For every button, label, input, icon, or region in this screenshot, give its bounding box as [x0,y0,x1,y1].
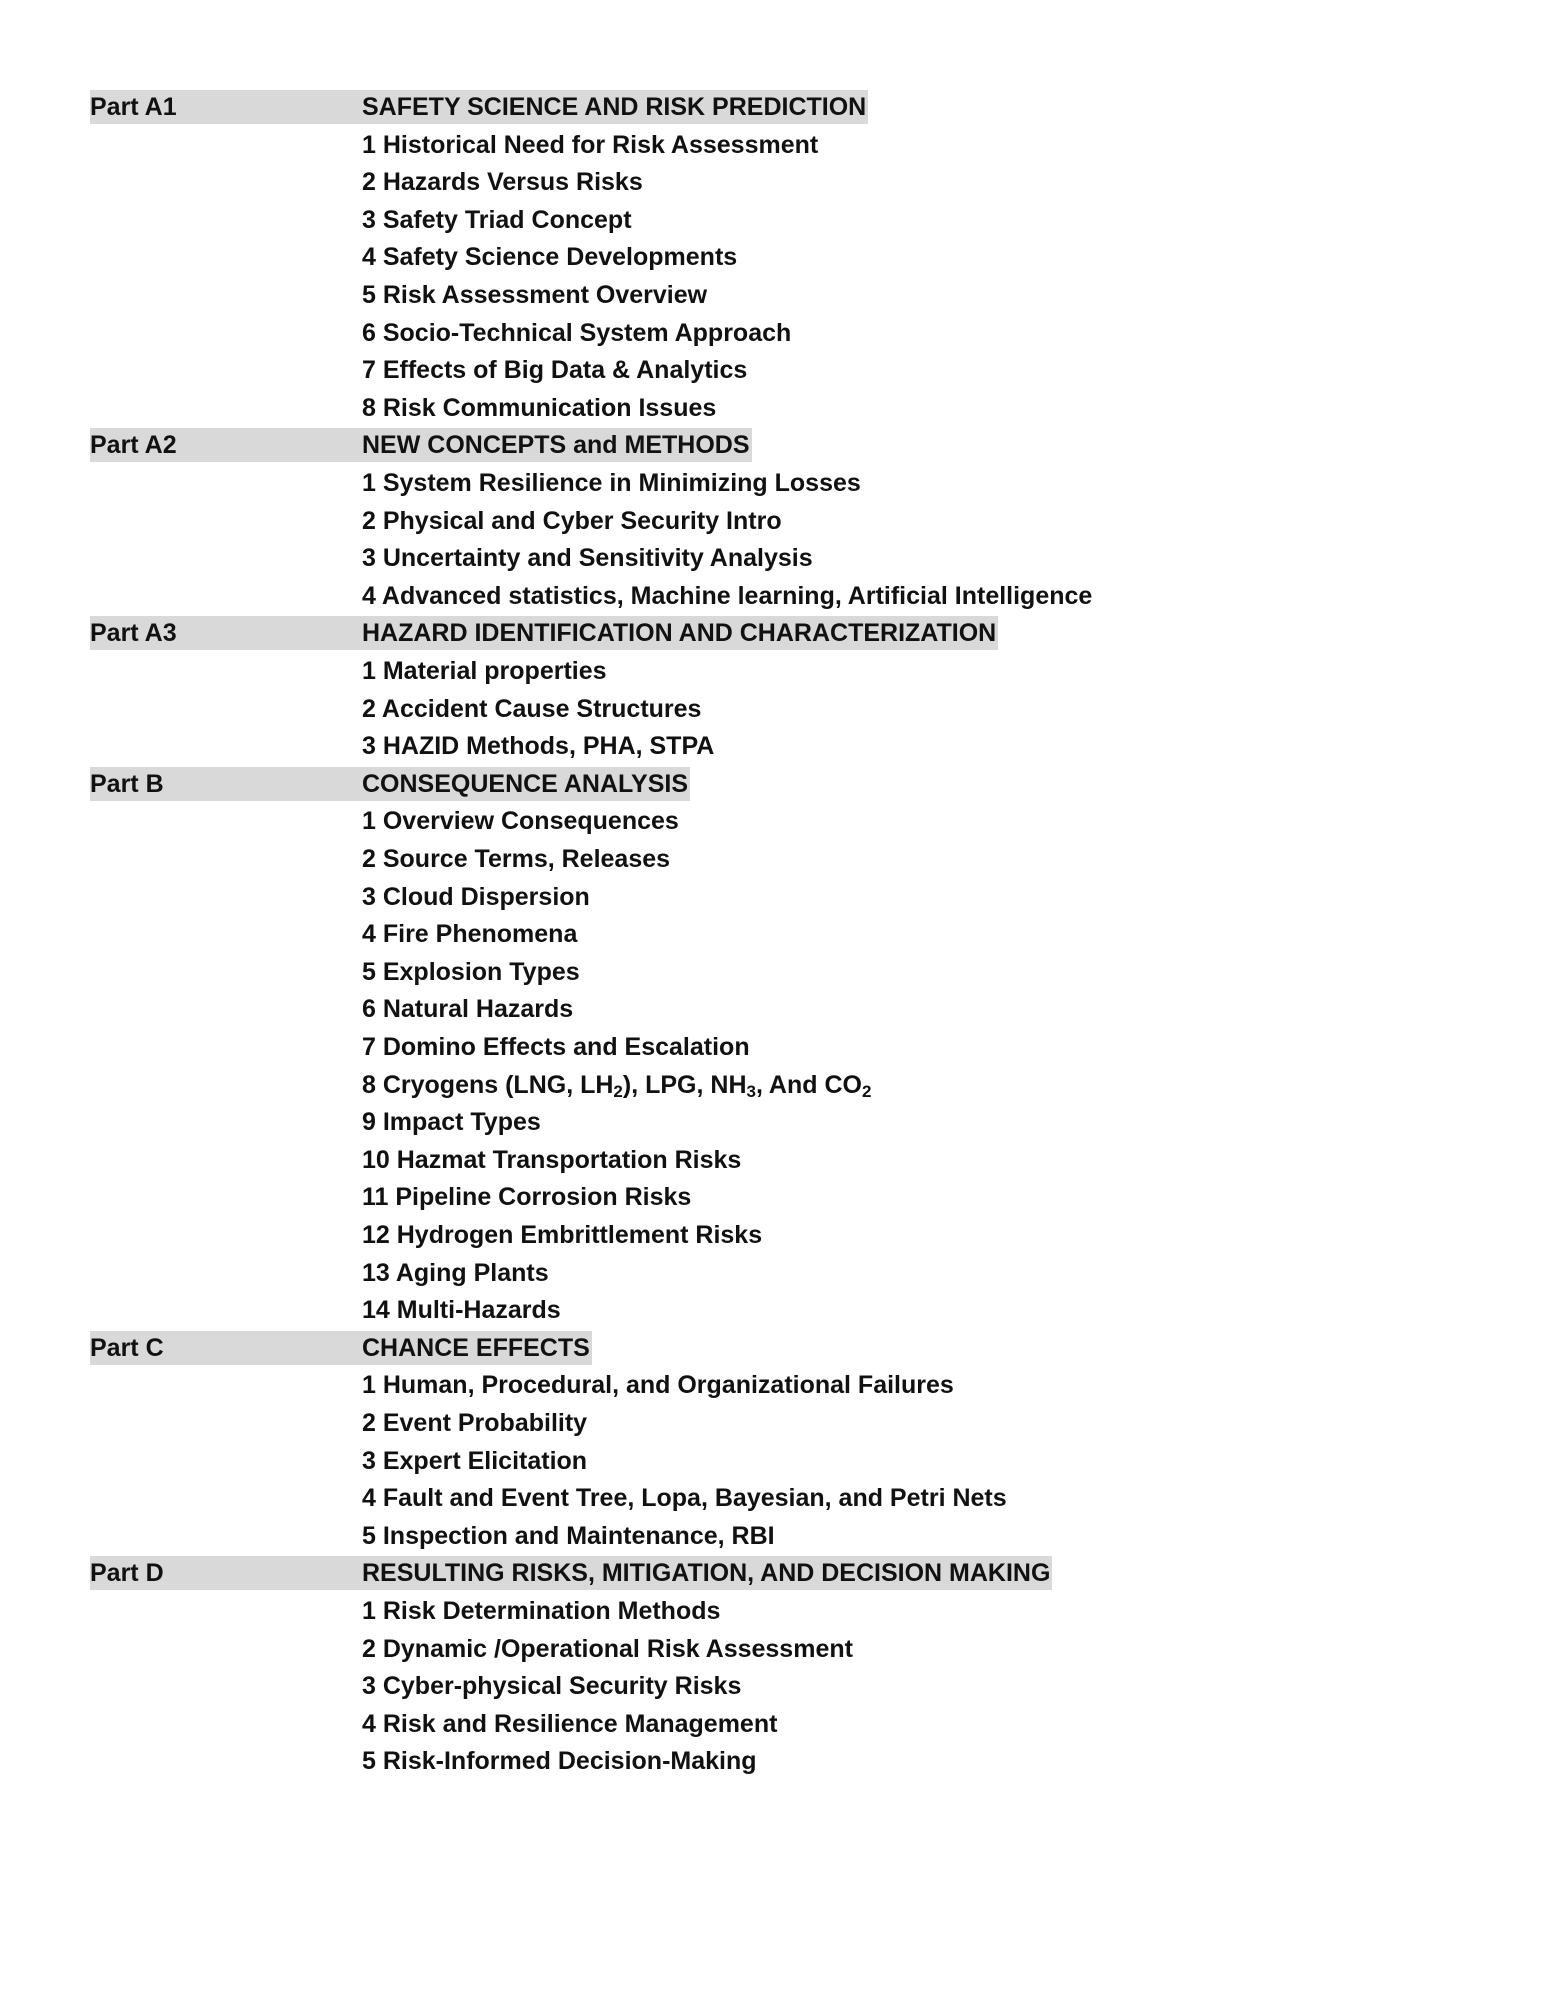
list-item [0,842,1545,878]
list-item [0,992,1545,1028]
list-item-text: 7 Effects of Big Data & Analytics [362,356,748,385]
list-item [0,278,1545,314]
list-item-text: 1 Overview Consequences [362,807,679,836]
list-item [0,466,1545,502]
list-item [0,353,1545,389]
list-item-text: 3 Safety Triad Concept [362,205,632,234]
list-item-text: 6 Natural Hazards [362,995,574,1024]
list-item-text: 1 System Resilience in Minimizing Losses [362,469,861,497]
section-heading: CHANCE EFFECTS [362,1331,592,1365]
list-item [0,1293,1545,1329]
list-item-text: 4 Fault and Event Tree, Lopa, Bayesian, and Petri Nets [362,1484,1007,1513]
list-item [0,917,1545,953]
list-item [0,654,1545,690]
list-item-text: 4 Safety Science Developments [362,243,738,272]
list-item [0,1180,1545,1216]
list-item [0,1632,1545,1668]
list-item-text: 4 Fire Phenomena [362,920,578,949]
list-item-text: 2 Event Probability [362,1409,588,1437]
list-item [0,1406,1545,1442]
section-heading: SAFETY SCIENCE AND RISK PREDICTION [362,90,868,124]
list-item [0,1594,1545,1630]
list-item-text: 14 Multi-Hazards [362,1296,561,1325]
list-item-text: 3 Expert Elicitation [362,1446,588,1475]
section-heading: RESULTING RISKS, MITIGATION, AND DECISION MAKING [362,1556,1052,1590]
list-item-text: 6 Socio-Technical System Approach [362,318,792,347]
section-header-row [0,428,1545,464]
list-item [0,692,1545,728]
list-item-text: 4 Risk and Resilience Management [362,1709,778,1738]
list-item [0,1368,1545,1404]
list-item [0,1481,1545,1517]
list-item [0,1105,1545,1141]
list-item-text: 5 Risk Assessment Overview [362,281,708,309]
list-item-text: 2 Dynamic /Operational Risk Assessment [362,1634,853,1663]
section-header-row [0,616,1545,652]
list-item [0,165,1545,201]
list-item [0,203,1545,239]
list-item [0,804,1545,840]
list-item-text: 8 Cryogens (LNG, $LH_2$), LPG, $NH_3$, And $CO_2$ [362,1070,872,1101]
list-item [0,1744,1545,1780]
list-item [0,1030,1545,1066]
list-item [0,391,1545,427]
list-item-text: 2 Physical and Cyber Security Intro [362,506,782,535]
list-item [0,504,1545,540]
list-item [0,1444,1545,1480]
list-item [0,1669,1545,1705]
part-label: Part D [90,1559,164,1588]
section-header-row [0,90,1545,126]
part-label: Part A1 [90,93,177,121]
part-label: Part C [90,1333,164,1362]
list-item-text: 1 Risk Determination Methods [362,1597,721,1625]
list-item-text: 3 HAZID Methods, PHA, STPA [362,732,715,761]
section-header-row [0,767,1545,803]
list-item-text: 5 Explosion Types [362,957,580,986]
part-label: Part B [90,769,164,798]
list-item-text: 3 Uncertainty and Sensitivity Analysis [362,544,813,573]
list-item-text: 8 Risk Communication Issues [362,393,717,422]
part-label: Part A3 [90,619,177,648]
section-header-row [0,1556,1545,1592]
list-item-text: 9 Impact Types [362,1108,541,1137]
list-item [0,1218,1545,1254]
list-item [0,1519,1545,1555]
list-item [0,1143,1545,1179]
list-item-text: 3 Cyber-physical Security Risks [362,1672,742,1701]
list-item-text: 1 Historical Need for Risk Assessment [362,130,819,159]
list-item [0,316,1545,352]
list-item-text: 7 Domino Effects and Escalation [362,1033,750,1061]
list-item [0,579,1545,615]
list-item-text: 12 Hydrogen Embrittlement Risks [362,1221,763,1249]
section-heading: HAZARD IDENTIFICATION AND CHARACTERIZATION [362,616,998,650]
list-item [0,880,1545,916]
list-item-text: 5 Risk-Informed Decision-Making [362,1747,757,1776]
list-item-text: 10 Hazmat Transportation Risks [362,1145,742,1174]
part-label: Part A2 [90,431,177,460]
section-header-row [0,1331,1545,1367]
list-item [0,1068,1545,1104]
list-item [0,1707,1545,1743]
list-item [0,1256,1545,1292]
list-item-text: 5 Inspection and Maintenance, RBI [362,1521,775,1550]
list-item-text: 13 Aging Plants [362,1258,549,1287]
section-heading: NEW CONCEPTS and METHODS [362,428,752,462]
list-item-text: 1 Human, Procedural, and Organizational Failures [362,1371,954,1400]
list-item [0,541,1545,577]
list-item-text: 1 Material properties [362,657,607,685]
section-heading: CONSEQUENCE ANALYSIS [362,767,690,801]
list-item-text: 11 Pipeline Corrosion Risks [362,1183,692,1212]
list-item-text: 2 Accident Cause Structures [362,694,702,723]
list-item-text: 4 Advanced statistics, Machine learning, Artificial Intelligence [362,581,1093,610]
list-item-text: 2 Source Terms, Releases [362,845,671,873]
list-item-text: 2 Hazards Versus Risks [362,168,643,197]
list-item [0,955,1545,991]
list-item [0,240,1545,276]
list-item [0,729,1545,765]
list-item-text: 3 Cloud Dispersion [362,882,590,911]
list-item [0,128,1545,164]
